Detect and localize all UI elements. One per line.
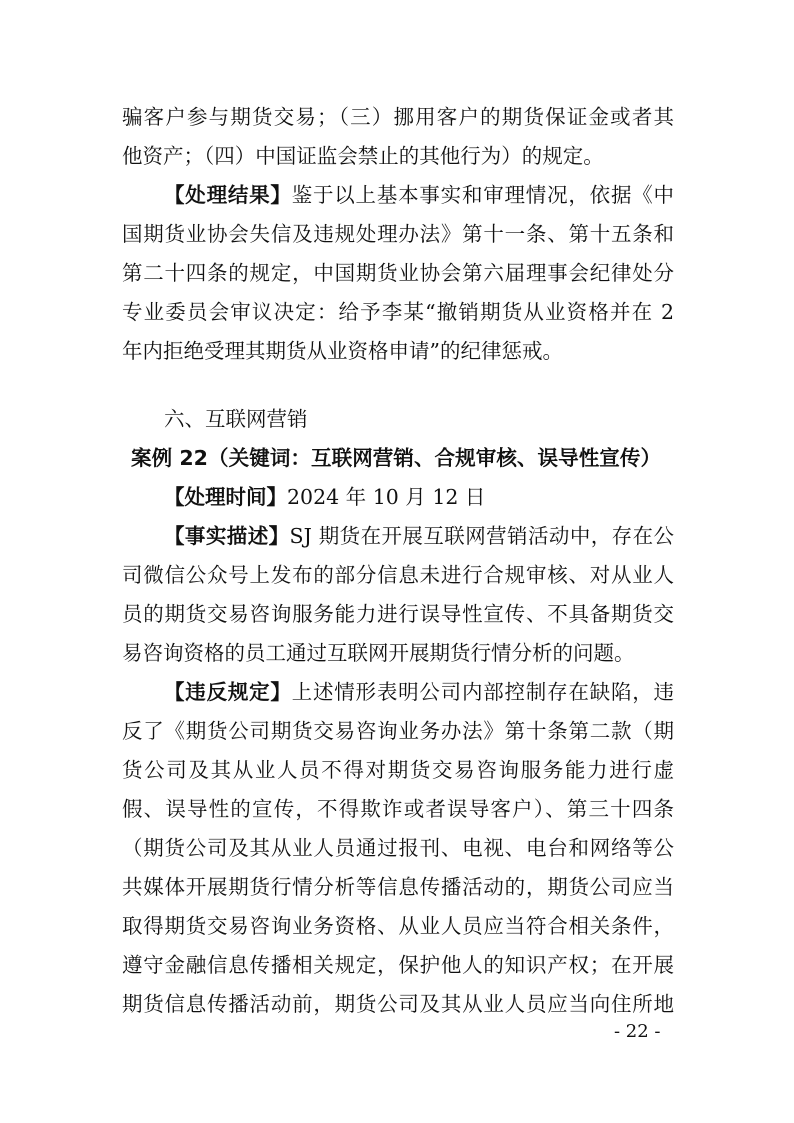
section-label-result: 【处理结果】	[164, 183, 292, 207]
paragraph-line: 第二十四条的规定，中国期货业协会第六届理事会纪律处分	[122, 261, 674, 285]
paragraph-line	[164, 678, 674, 706]
case-title: 案例 22（关键词：互联网营销、合规审核、误导性宣传）	[131, 446, 661, 470]
page-number: - 22 -	[614, 1021, 661, 1042]
paragraph-line: 他资产；（四）中国证监会禁止的其他行为）的规定。	[122, 144, 604, 168]
paragraph-line: 骗客户参与期货交易；（三）挪用客户的期货保证金或者其	[122, 105, 674, 129]
paragraph-line: 专业委员会审议决定：给予李某“撤销期货从业资格并在 2	[122, 300, 674, 324]
paragraph-line: 遵守金融信息传播相关规定，保护他人的知识产权；在开展	[122, 953, 674, 977]
paragraph-line: 员的期货交易咨询服务能力进行误导性宣传、不具备期货交	[122, 602, 674, 626]
paragraph-line: 反了《期货公司期货交易咨询业务办法》第十条第二款（期	[122, 719, 674, 743]
paragraph-line: 年内拒绝受理其期货从业资格申请”的纪律惩戒。	[122, 339, 563, 363]
paragraph-line: 国期货业协会失信及违规处理办法》第十一条、第十五条和	[122, 222, 674, 246]
paragraph-line	[164, 483, 674, 511]
section-label-time: 【处理时间】	[164, 485, 287, 509]
paragraph-line: 货公司及其从业人员不得对期货交易咨询服务能力进行虚	[122, 758, 674, 782]
paragraph-text: 鉴于以上基本事实和审理情况，依据《中	[291, 183, 674, 207]
section-heading: 六、互联网营销	[164, 407, 308, 431]
paragraph-line: 期货信息传播活动前，期货公司及其从业人员应当向住所地	[122, 992, 674, 1016]
section-label-violation: 【违反规定】	[164, 680, 292, 704]
paragraph-line: 司微信公众号上发布的部分信息未进行合规审核、对从业人	[122, 563, 674, 587]
paragraph-line	[164, 181, 674, 209]
paragraph-line: 假、误导性的宣传，不得欺诈或者误导客户）、第三十四条	[122, 797, 674, 821]
paragraph-text: 上述情形表明公司内部控制存在缺陷，违	[291, 680, 674, 704]
paragraph-line: 易咨询资格的员工通过互联网开展期货行情分析的问题。	[122, 641, 635, 665]
paragraph-line: 共媒体开展期货行情分析等信息传播活动的，期货公司应当	[122, 875, 674, 899]
section-label-facts: 【事实描述】	[164, 524, 290, 548]
paragraph-line: 取得期货交易咨询业务资格、从业人员应当符合相关条件，	[122, 914, 674, 938]
paragraph-line	[164, 522, 674, 550]
paragraph-text: SJ 期货在开展互联网营销活动中，存在公	[289, 524, 674, 548]
paragraph-line: （期货公司及其从业人员通过报刊、电视、电台和网络等公	[122, 836, 674, 860]
paragraph-text: 2024 年 10 月 12 日	[287, 485, 486, 509]
